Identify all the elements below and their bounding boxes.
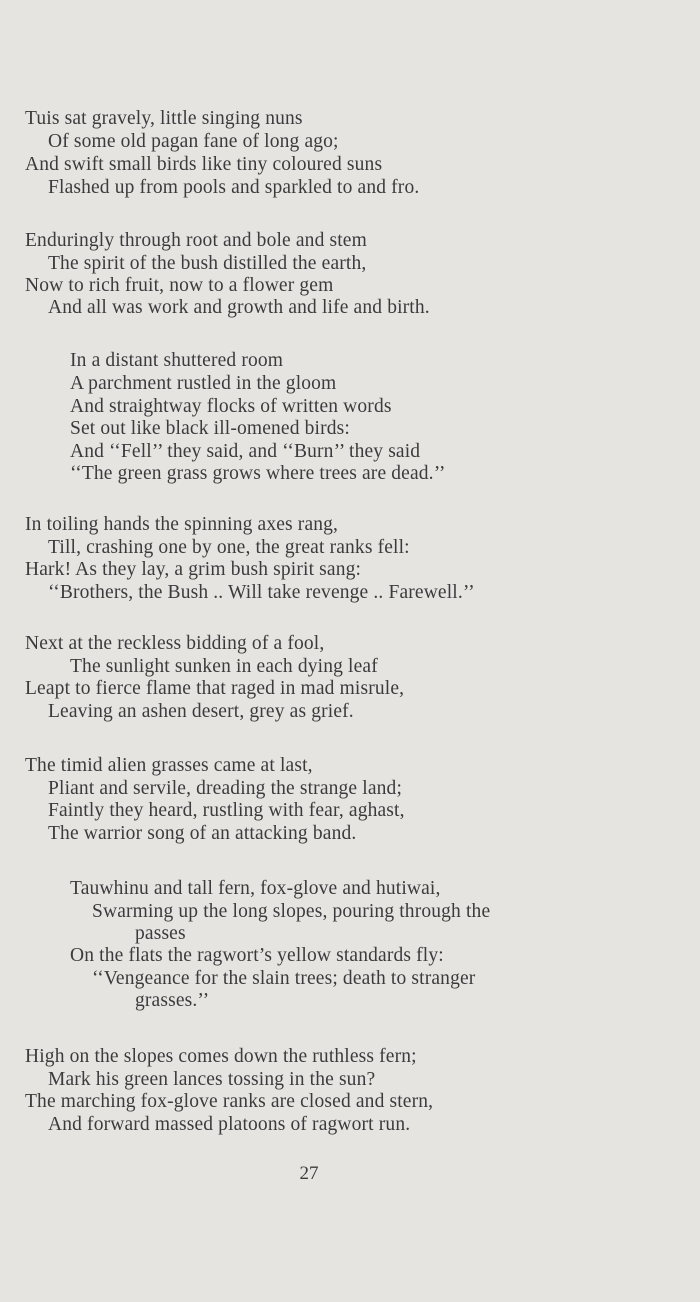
poem-line: ‘‘Vengeance for the slain trees; death to stranger [92, 968, 476, 989]
poem-line: And forward massed platoons of ragwort run. [48, 1114, 411, 1135]
poem-line: The spirit of the bush distilled the earth, [48, 253, 367, 274]
poem-line: Till, crashing one by one, the great ranks fell: [48, 537, 410, 558]
poem-line: Swarming up the long slopes, pouring through the [92, 901, 491, 922]
poem-line: Now to rich fruit, now to a flower gem [25, 275, 334, 296]
poem-line: Tuis sat gravely, little singing nuns [25, 108, 303, 129]
poem-line: Pliant and servile, dreading the strange land; [48, 778, 403, 799]
poem-line: Set out like black ill-omened birds: [70, 418, 350, 439]
poem-line: Leaving an ashen desert, grey as grief. [48, 701, 354, 722]
poem-line: High on the slopes comes down the ruthless fern; [25, 1046, 417, 1067]
poem-line: passes [135, 923, 186, 944]
poem-line: Next at the reckless bidding of a fool, [25, 633, 325, 654]
poem-line: In a distant shuttered room [70, 350, 284, 371]
poem-line: And straightway flocks of written words [70, 396, 392, 417]
poem-line: Mark his green lances tossing in the sun? [48, 1069, 376, 1090]
poem-line: ‘‘Brothers, the Bush .. Will take revenge .. Farewell.’’ [48, 582, 475, 603]
poem-line: And swift small birds like tiny coloured suns [25, 154, 383, 175]
poem-line: The sunlight sunken in each dying leaf [70, 656, 378, 677]
poem-line: Of some old pagan fane of long ago; [48, 131, 339, 152]
poem-line: The timid alien grasses came at last, [25, 755, 313, 776]
poem-line: The warrior song of an attacking band. [48, 823, 357, 844]
poem-line: A parchment rustled in the gloom [70, 373, 337, 394]
poem-line: And all was work and growth and life and birth. [48, 297, 430, 318]
poem-line: ‘‘The green grass grows where trees are dead.’’ [70, 463, 446, 484]
poem-line: And ‘‘Fell’’ they said, and ‘‘Burn’’ they said [70, 441, 421, 462]
poem-line: Enduringly through root and bole and stem [25, 230, 367, 251]
poem-line: Tauwhinu and tall fern, fox-glove and hutiwai, [70, 878, 441, 899]
poem-line: Leapt to fierce flame that raged in mad misrule, [25, 678, 405, 699]
poem-line: Hark! As they lay, a grim bush spirit sang: [25, 559, 362, 580]
poem-line: grasses.’’ [135, 990, 210, 1011]
poem-line: Flashed up from pools and sparkled to and fro. [48, 177, 420, 198]
page-number: 27 [299, 1163, 319, 1184]
poem-line: Faintly they heard, rustling with fear, aghast, [48, 800, 405, 821]
poem-line: In toiling hands the spinning axes rang, [25, 514, 339, 535]
poem-line: The marching fox-glove ranks are closed and stern, [25, 1091, 434, 1112]
poem-line: On the flats the ragwort’s yellow standards fly: [70, 945, 444, 966]
